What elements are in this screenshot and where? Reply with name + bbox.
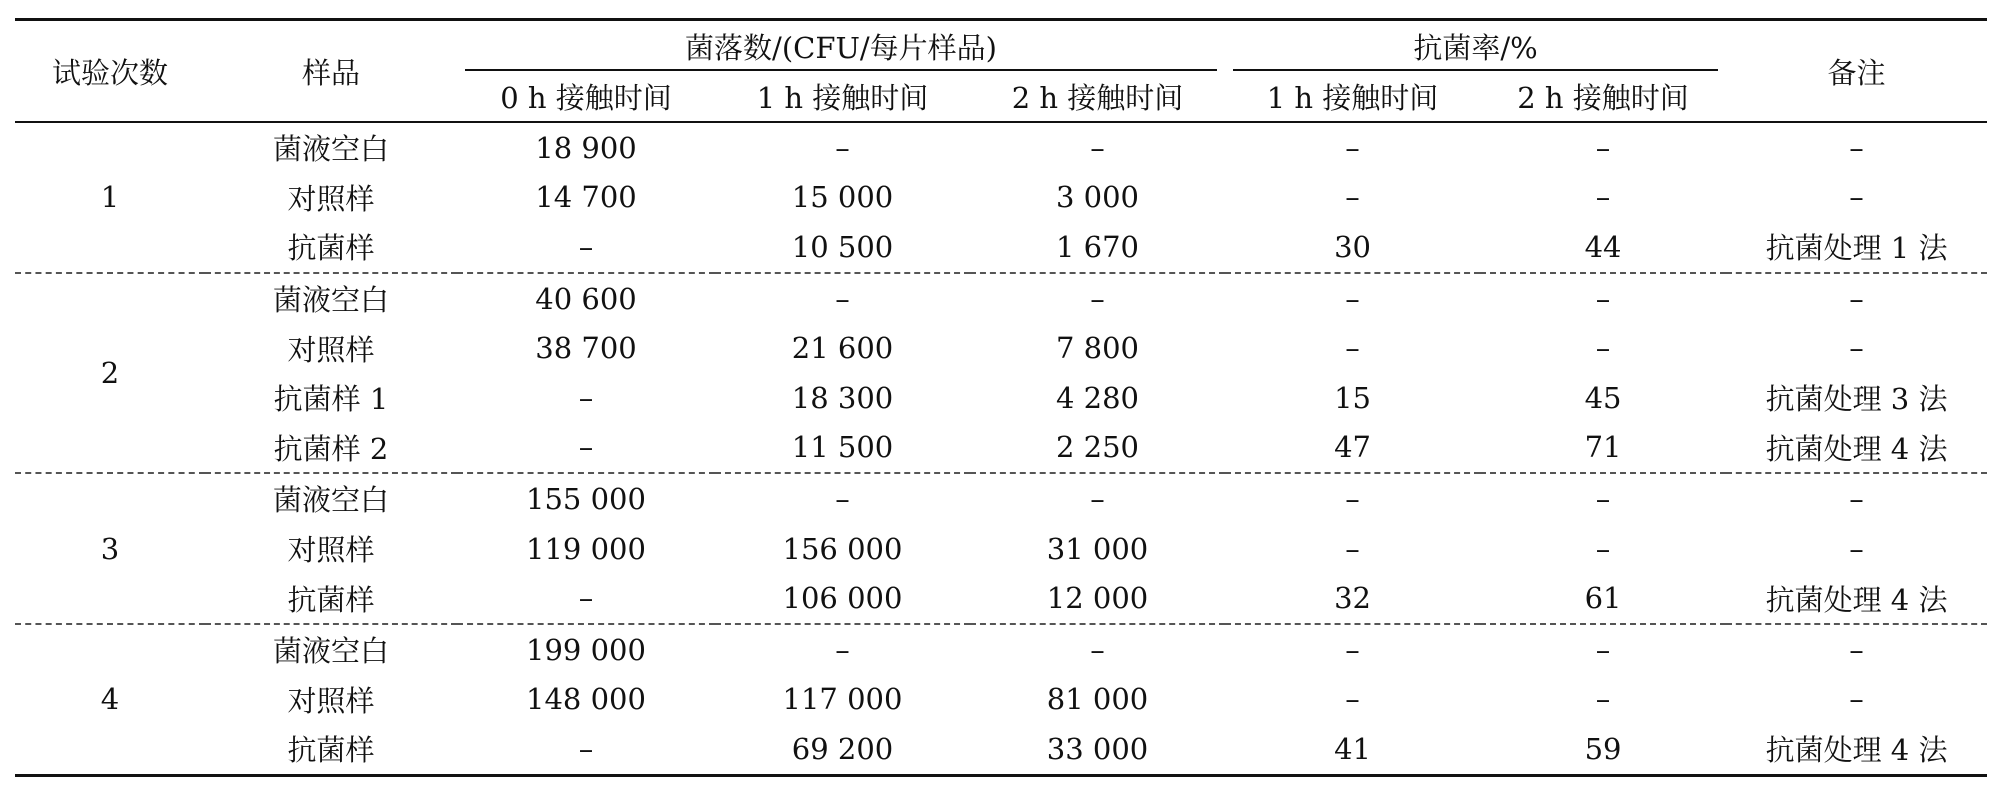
colony-2h-cell: 3 000	[1055, 180, 1140, 215]
note-cell: –	[1849, 531, 1864, 566]
rate-2h-cell: 59	[1480, 724, 1726, 775]
colony-1h-cell: 10 500	[715, 222, 970, 273]
rate-2h-cell: –	[1595, 281, 1611, 316]
rate-1h-cell: –	[1345, 481, 1360, 516]
colony-1h-cell: 11 500	[715, 423, 970, 474]
note-cell: –	[1849, 180, 1864, 215]
colony-2h-cell: –	[1090, 130, 1105, 165]
colony-0h-cell: 119 000	[526, 531, 646, 566]
colony-1h-cell: 21 600	[791, 331, 894, 366]
table-row	[15, 524, 1987, 574]
header-rate-1h: 1 h 接触时间	[1225, 71, 1480, 122]
colony-1h-cell: –	[835, 481, 850, 516]
header-colony-2h: 2 h 接触时间	[970, 71, 1225, 122]
trial-number-cell: 1	[15, 122, 205, 273]
rate-2h-cell: 44	[1480, 222, 1726, 273]
sample-cell: 抗菌样	[205, 573, 457, 624]
rate-1h-cell: –	[1345, 531, 1360, 566]
note-cell: –	[1849, 481, 1864, 516]
colony-2h-cell: 12 000	[970, 573, 1225, 624]
note-cell: –	[1849, 130, 1864, 165]
table-row	[15, 724, 1987, 775]
colony-2h-cell: 1 670	[970, 222, 1225, 273]
colony-0h-cell: 14 700	[535, 180, 637, 215]
rate-2h-cell: –	[1595, 632, 1611, 667]
colony-2h-cell: 2 250	[970, 423, 1225, 474]
colony-2h-cell: 4 280	[1055, 380, 1140, 415]
sample-cell: 菌液空白	[272, 283, 389, 318]
table-row	[15, 273, 1987, 324]
colony-1h-cell: 106 000	[715, 573, 970, 624]
table-row	[15, 222, 1987, 273]
table-row	[15, 624, 1987, 675]
note-cell: –	[1849, 632, 1864, 667]
table-row	[15, 373, 1987, 423]
rate-2h-cell: 45	[1584, 380, 1622, 415]
colony-1h-cell: –	[835, 632, 850, 667]
note-cell: 抗菌处理 1 法	[1726, 222, 1987, 273]
table-row	[15, 573, 1987, 624]
colony-1h-cell: 18 300	[791, 380, 894, 415]
trial-number-cell: 3	[15, 473, 205, 624]
sample-cell: 菌液空白	[272, 634, 389, 669]
colony-2h-cell: 33 000	[970, 724, 1225, 775]
rate-1h-cell: –	[1345, 281, 1360, 316]
note-cell: 抗菌处理 4 法	[1726, 724, 1987, 775]
table-row	[15, 675, 1987, 725]
colony-0h-cell: –	[457, 724, 715, 775]
rate-1h-cell: –	[1345, 180, 1360, 215]
trial-number-cell: 4	[15, 624, 205, 775]
colony-1h-cell: 156 000	[782, 531, 903, 566]
rate-1h-cell: 41	[1225, 724, 1480, 775]
header-colony-1h: 1 h 接触时间	[715, 71, 970, 122]
sample-cell: 对照样	[287, 332, 375, 367]
sample-cell: 抗菌样	[205, 222, 457, 273]
header-trial: 试验次数	[15, 20, 205, 123]
colony-1h-cell: 69 200	[715, 724, 970, 775]
colony-0h-cell: 155 000	[526, 481, 646, 516]
sample-cell: 菌液空白	[272, 483, 389, 518]
rate-1h-cell: 47	[1225, 423, 1480, 474]
rate-1h-cell: –	[1345, 331, 1360, 366]
colony-0h-cell: 40 600	[535, 281, 637, 316]
table-body	[15, 122, 1987, 775]
colony-0h-cell: 38 700	[535, 331, 637, 366]
sample-cell: 对照样	[287, 533, 375, 568]
colony-2h-cell: –	[1090, 481, 1105, 516]
colony-2h-cell: 81 000	[1046, 682, 1149, 717]
rate-2h-cell: –	[1595, 531, 1611, 566]
note-cell: 抗菌处理 4 法	[1726, 423, 1987, 474]
colony-2h-cell: –	[1090, 281, 1105, 316]
note-cell: 抗菌处理 4 法	[1726, 573, 1987, 624]
note-cell: –	[1849, 682, 1864, 717]
rate-1h-cell: 30	[1225, 222, 1480, 273]
note-cell: –	[1849, 281, 1864, 316]
header-colony-0h: 0 h 接触时间	[457, 71, 715, 122]
colony-0h-cell: –	[457, 222, 715, 273]
rate-1h-cell: –	[1345, 632, 1360, 667]
colony-1h-cell: –	[835, 281, 850, 316]
trial-number-cell: 2	[15, 273, 205, 473]
colony-1h-cell: –	[835, 130, 850, 165]
antibacterial-table-container	[15, 18, 1987, 777]
colony-0h-cell: 199 000	[526, 632, 646, 667]
colony-2h-cell: 7 800	[1055, 331, 1140, 366]
colony-0h-cell: –	[457, 423, 715, 474]
rate-2h-cell: –	[1595, 481, 1611, 516]
colony-1h-cell: 117 000	[782, 682, 903, 717]
colony-2h-cell: –	[1090, 632, 1105, 667]
colony-0h-cell: –	[578, 380, 594, 415]
table-row	[15, 423, 1987, 474]
colony-0h-cell: 18 900	[535, 130, 637, 165]
colony-2h-cell: 31 000	[1046, 531, 1149, 566]
note-cell: –	[1849, 331, 1864, 366]
sample-cell: 对照样	[287, 181, 375, 216]
rate-2h-cell: –	[1595, 130, 1611, 165]
sample-cell: 抗菌样 2	[205, 423, 457, 474]
sample-cell: 对照样	[287, 683, 375, 718]
rate-2h-cell: –	[1595, 180, 1611, 215]
colony-0h-cell: –	[457, 573, 715, 624]
rate-1h-cell: –	[1345, 682, 1360, 717]
note-cell: 抗菌处理 3 法	[1765, 382, 1948, 417]
rate-2h-cell: –	[1595, 331, 1611, 366]
table-row	[15, 323, 1987, 373]
rate-1h-cell: –	[1345, 130, 1360, 165]
header-sample: 样品	[205, 20, 457, 123]
antibacterial-results-table	[15, 18, 1987, 777]
sample-cell: 菌液空白	[272, 132, 389, 167]
rate-2h-cell: –	[1595, 682, 1611, 717]
rate-1h-cell: 32	[1225, 573, 1480, 624]
rate-1h-cell: 15	[1334, 380, 1371, 415]
rate-2h-cell: 71	[1480, 423, 1726, 474]
header-colony-count: 菌落数/(CFU/每片样品)	[457, 20, 1225, 72]
table-row	[15, 173, 1987, 223]
header-note: 备注	[1726, 20, 1987, 123]
table-header	[15, 20, 1987, 123]
colony-0h-cell: 148 000	[526, 682, 646, 717]
sample-cell: 抗菌样	[205, 724, 457, 775]
colony-1h-cell: 15 000	[791, 180, 894, 215]
header-rate-2h: 2 h 接触时间	[1480, 71, 1726, 122]
sample-cell: 抗菌样 1	[273, 382, 389, 417]
table-row	[15, 122, 1987, 173]
table-row	[15, 473, 1987, 524]
rate-2h-cell: 61	[1480, 573, 1726, 624]
header-antibacterial-rate: 抗菌率/%	[1225, 20, 1726, 72]
